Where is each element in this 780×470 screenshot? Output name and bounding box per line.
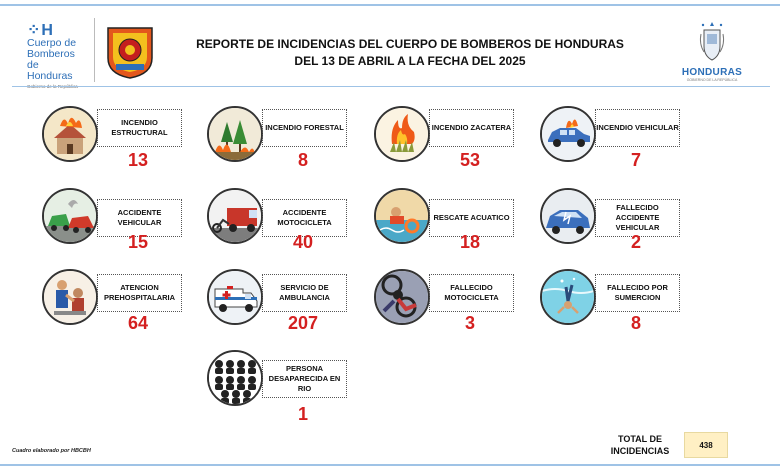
incident-label: ACCIDENTE VEHICULAR bbox=[97, 199, 182, 237]
car-fire-icon bbox=[540, 106, 596, 162]
incident-count: 1 bbox=[297, 404, 308, 424]
incident-count: 40 bbox=[292, 232, 314, 252]
honduras-sub: GOBIERNO DE LA REPÚBLICA bbox=[686, 78, 738, 82]
missing-persons-icon bbox=[207, 350, 263, 406]
incident-label: INCENDIO ZACATERA bbox=[429, 109, 514, 147]
page-title bbox=[180, 36, 640, 70]
drowning-icon bbox=[540, 269, 596, 325]
source-note: Cuadro elaborado por HBCBH bbox=[12, 448, 91, 454]
motorcycle-fatality-icon bbox=[374, 269, 430, 325]
incident-count: 2 bbox=[630, 232, 641, 252]
incident-label: ATENCION PREHOSPITALARIA bbox=[97, 274, 182, 312]
incident-label: INCENDIO ESTRUCTURAL bbox=[97, 109, 182, 147]
h-mark-icon: ⁘H bbox=[27, 22, 54, 39]
incident-label: PERSONA DESAPARECIDA EN RIO bbox=[262, 360, 347, 398]
incident-count: 64 bbox=[127, 313, 149, 333]
car-crash-icon bbox=[42, 188, 98, 244]
title-line-2: DEL 13 DE ABRIL A LA FECHA DEL 2025 bbox=[294, 54, 526, 68]
incident-label: FALLECIDO MOTOCICLETA bbox=[429, 274, 514, 312]
incident-count: 53 bbox=[459, 150, 481, 170]
title-line-1: REPORTE DE INCIDENCIAS DEL CUERPO DE BOMBEROS DE HONDURAS bbox=[196, 37, 624, 51]
top-border bbox=[0, 4, 780, 6]
car-fatality-icon bbox=[540, 188, 596, 244]
motorcycle-crash-icon bbox=[207, 188, 263, 244]
grass-fire-icon bbox=[374, 106, 430, 162]
firefighter-shield-icon bbox=[104, 24, 156, 85]
total-label bbox=[600, 433, 680, 457]
bomberos-logo bbox=[27, 24, 87, 89]
house-fire-icon bbox=[42, 106, 98, 162]
logo-line-2: Bomberos de bbox=[27, 48, 75, 71]
incident-count: 7 bbox=[630, 150, 641, 170]
water-rescue-icon bbox=[374, 188, 430, 244]
incident-count: 15 bbox=[127, 232, 149, 252]
incident-count: 8 bbox=[630, 313, 641, 333]
incident-label: RESCATE ACUATICO bbox=[429, 199, 514, 237]
incident-label: INCENDIO VEHICULAR bbox=[595, 109, 680, 147]
logo-line-1: Cuerpo de bbox=[27, 37, 77, 49]
incident-label: INCENDIO FORESTAL bbox=[262, 109, 347, 147]
logo-divider bbox=[94, 18, 95, 82]
total-label-line-1: TOTAL DE bbox=[617, 434, 662, 444]
honduras-logo bbox=[672, 20, 752, 82]
honduras-coat-of-arms-icon bbox=[697, 20, 727, 62]
incident-count: 8 bbox=[297, 150, 308, 170]
incident-label: FALLECIDO ACCIDENTE VEHICULAR bbox=[595, 199, 680, 237]
paramedic-icon bbox=[42, 269, 98, 325]
incident-label: SERVICIO DE AMBULANCIA bbox=[262, 274, 347, 312]
logo-line-3: Honduras bbox=[27, 70, 73, 82]
total-value: 438 bbox=[684, 432, 728, 458]
incident-count: 3 bbox=[464, 313, 475, 333]
incident-count: 18 bbox=[459, 232, 481, 252]
bottom-border bbox=[0, 464, 780, 466]
ambulance-icon bbox=[207, 269, 263, 325]
total-label-line-2: INCIDENCIAS bbox=[610, 446, 670, 456]
incident-label: FALLECIDO POR SUMERCION bbox=[595, 274, 680, 312]
incident-label: ACCIDENTE MOTOCICLETA bbox=[262, 199, 347, 237]
forest-fire-icon bbox=[207, 106, 263, 162]
incident-count: 207 bbox=[287, 313, 319, 333]
incident-count: 13 bbox=[127, 150, 149, 170]
header-rule bbox=[12, 86, 770, 87]
honduras-wordmark: HONDURAS bbox=[681, 67, 743, 78]
